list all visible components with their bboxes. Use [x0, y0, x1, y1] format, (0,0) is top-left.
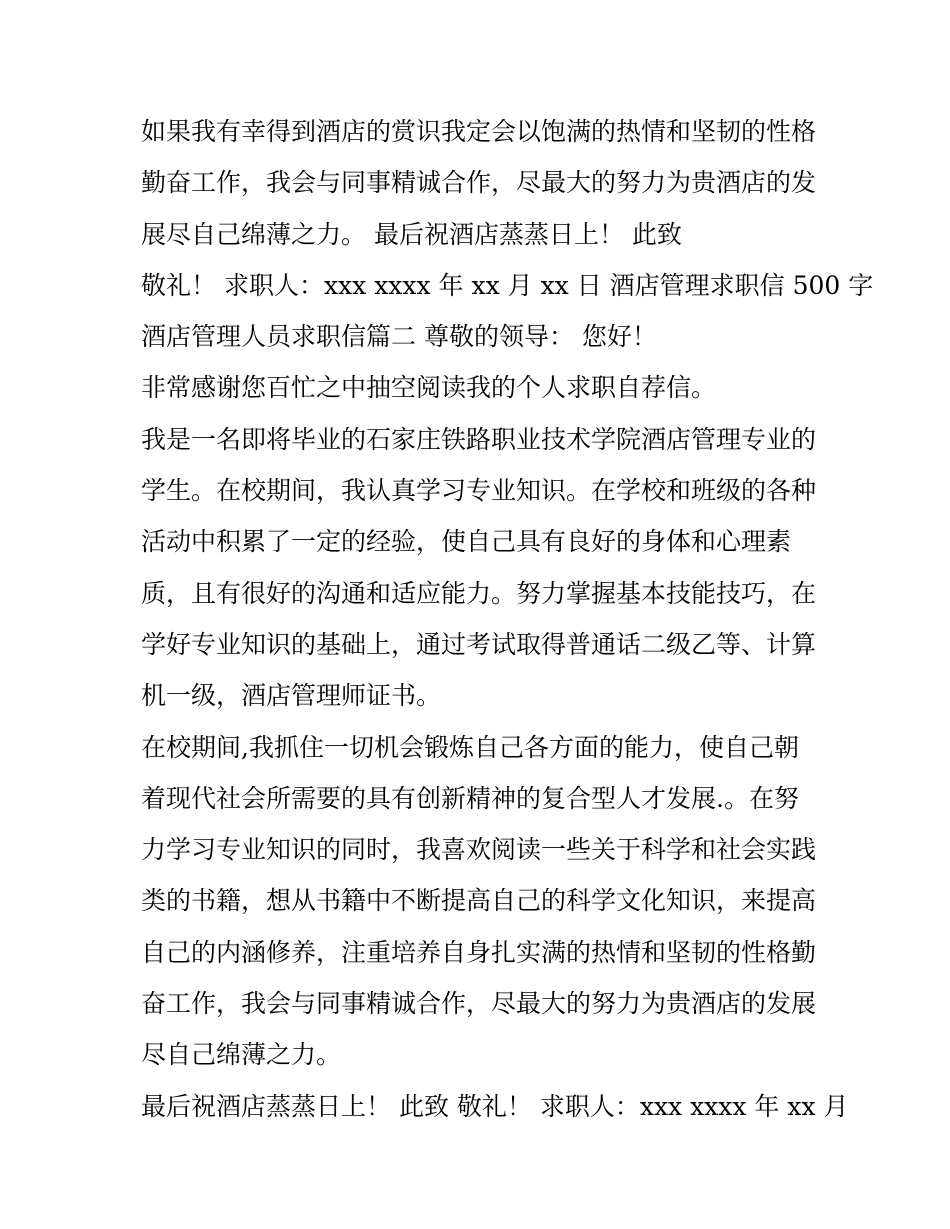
- text-line-12: 机一级，酒店管理师证书。: [141, 681, 442, 711]
- text-line-18: 奋工作，我会与同事精诚合作，尽最大的努力为贵酒店的发展: [141, 989, 817, 1019]
- text-line-11: 学好专业知识的基础上，通过考试取得普通话二级乙等、计算: [141, 629, 817, 659]
- text-line-4: 敬礼！ 求职人：xxx xxxx 年 xx 月 xx 日 酒店管理求职信 500 字: [141, 270, 874, 300]
- text-line-8: 学生。在校期间，我认真学习专业知识。在学校和班级的各种: [141, 476, 817, 506]
- text-line-6: 非常感谢您百忙之中抽空阅读我的个人求职自荐信。: [141, 373, 717, 403]
- text-line-1: 如果我有幸得到酒店的赏识我定会以饱满的热情和坚韧的性格: [141, 117, 817, 146]
- text-line-20: 最后祝酒店蒸蒸日上！ 此致 敬礼！ 求职人：xxx xxxx 年 xx 月: [141, 1091, 849, 1121]
- text-line-14: 着现代社会所需要的具有创新精神的复合型人才发展.。在努: [141, 783, 799, 813]
- text-line-13: 在校期间,我抓住一切机会锻炼自己各方面的能力，使自己朝: [141, 732, 799, 762]
- cover-letter-text: [141, 106, 874, 1132]
- text-line-19: 尽自己绵薄之力。: [141, 1040, 342, 1070]
- text-line-9: 活动中积累了一定的经验，使自己具有良好的身体和心理素: [141, 527, 792, 557]
- text-line-7: 我是一名即将毕业的石家庄铁路职业技术学院酒店管理专业的: [141, 424, 817, 454]
- text-line-15: 力学习专业知识的同时，我喜欢阅读一些关于科学和社会实践: [141, 835, 817, 865]
- text-line-5: 酒店管理人员求职信篇二 尊敬的领导： 您好！: [141, 322, 657, 352]
- text-line-3: 展尽自己绵薄之力。 最后祝酒店蒸蒸日上！ 此致: [141, 219, 682, 249]
- text-line-16: 类的书籍，想从书籍中不断提高自己的科学文化知识，来提高: [141, 886, 817, 916]
- text-line-17: 自己的内涵修养，注重培养自身扎实满的热情和坚韧的性格勤: [141, 937, 817, 967]
- text-line-10: 质，且有很好的沟通和适应能力。努力掌握基本技能技巧，在: [141, 578, 817, 608]
- text-line-2: 勤奋工作，我会与同事精诚合作，尽最大的努力为贵酒店的发: [141, 168, 817, 198]
